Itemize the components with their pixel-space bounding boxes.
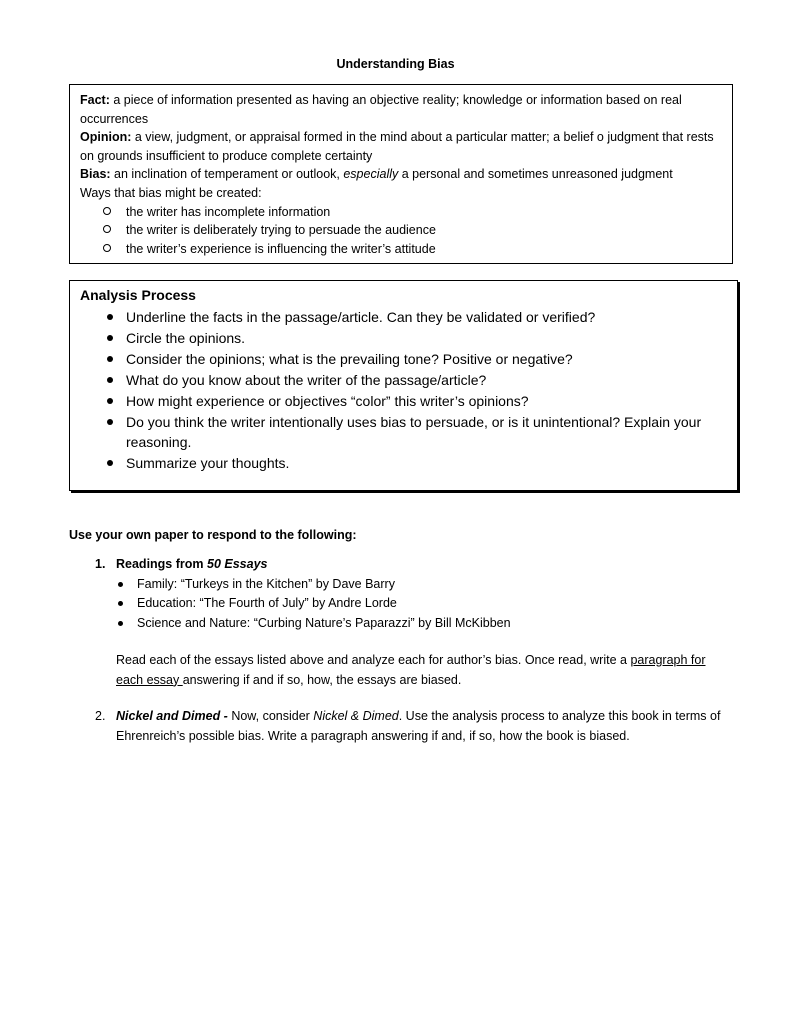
section-nickel-and-dimed (95, 707, 725, 746)
list-item: Do you think the writer intentionally uses bias to persuade, or is it unintentional? Explain your reasoning. (104, 412, 727, 454)
ways-list (80, 203, 722, 259)
bias-text-2: a personal and sometimes unreasoned judgment (398, 167, 673, 182)
analysis-heading: Analysis Process (80, 287, 196, 303)
readings-heading: 1. Readings from 50 Essays (95, 555, 735, 575)
bullet-icon (118, 601, 123, 606)
instructions: Use your own paper to respond to the following: (69, 528, 357, 542)
book-title: Nickel & Dimed (313, 709, 399, 723)
opinion-term: Opinion: (80, 130, 132, 145)
list-item: the writer has incomplete information (102, 203, 722, 222)
page-title: Understanding Bias (336, 57, 455, 71)
analysis-process-box (69, 280, 738, 491)
book-title: 50 Essays (207, 557, 268, 571)
bullet-icon (107, 314, 113, 320)
circle-bullet-icon (103, 244, 111, 252)
bias-text-emphasis: especially (343, 167, 399, 182)
fact-term: Fact: (80, 93, 110, 107)
list-item: What do you know about the writer of the passage/article? (104, 370, 727, 391)
fact-definition (80, 91, 722, 128)
bias-text-1: an inclination of temperament or outlook, (110, 167, 344, 182)
analysis-steps-list (80, 307, 727, 474)
section-readings (95, 555, 735, 633)
list-item: Education: “The Fourth of July” by Andre Lorde (116, 594, 735, 614)
list-item: Family: “Turkeys in the Kitchen” by Dave Barry (116, 575, 735, 595)
bullet-icon (118, 582, 123, 587)
list-item: Circle the opinions. (104, 328, 727, 349)
list-item: Summarize your thoughts. (104, 453, 727, 474)
underlined-text: paragraph for each essay (116, 653, 706, 687)
bias-definition (80, 165, 722, 184)
section2-text: Nickel and Dimed - Now, consider Nickel & Dimed. Use the analysis process to analyze this book in terms of Ehrenreich’s possible bias. Write a paragraph answering if and, if so, how the book is biased. (116, 709, 721, 743)
opinion-definition (80, 128, 722, 165)
fact-text: a piece of information presented as having an objective reality; knowledge or information based on real occurrences (80, 93, 682, 126)
list-item: the writer’s experience is influencing the writer’s attitude (102, 240, 722, 259)
definitions-box (69, 84, 733, 264)
section2-heading: Nickel and Dimed - (116, 709, 232, 723)
bias-term: Bias: (80, 167, 111, 182)
list-item: the writer is deliberately trying to persuade the audience (102, 221, 722, 240)
readings-paragraph: Read each of the essays listed above and analyze each for author’s bias. Once read, write a paragraph for each essay answering if and if so, how, the essays are biased. (116, 653, 706, 687)
list-item: Science and Nature: “Curbing Nature’s Paparazzi” by Bill McKibben (116, 614, 735, 634)
bullet-icon (107, 398, 113, 404)
bullet-icon (107, 356, 113, 362)
readings-list (95, 575, 735, 634)
list-item: Consider the opinions; what is the prevailing tone? Positive or negative? (104, 349, 727, 370)
list-item: How might experience or objectives “color” this writer’s opinions? (104, 391, 727, 412)
section-number: 2. (95, 709, 106, 723)
bullet-icon (107, 419, 113, 425)
opinion-text: a view, judgment, or appraisal formed in the mind about a particular matter; a belief o judgment that rests on grounds insufficient to produce complete certainty (80, 130, 714, 163)
circle-bullet-icon (103, 207, 111, 215)
ways-intro: Ways that bias might be created: (80, 185, 262, 200)
bullet-icon (107, 377, 113, 383)
bullet-icon (107, 335, 113, 341)
bullet-icon (107, 460, 113, 466)
list-item: Underline the facts in the passage/article. Can they be validated or verified? (104, 307, 727, 328)
bullet-icon (118, 621, 123, 626)
section-number: 1. (95, 557, 106, 571)
circle-bullet-icon (103, 225, 111, 233)
